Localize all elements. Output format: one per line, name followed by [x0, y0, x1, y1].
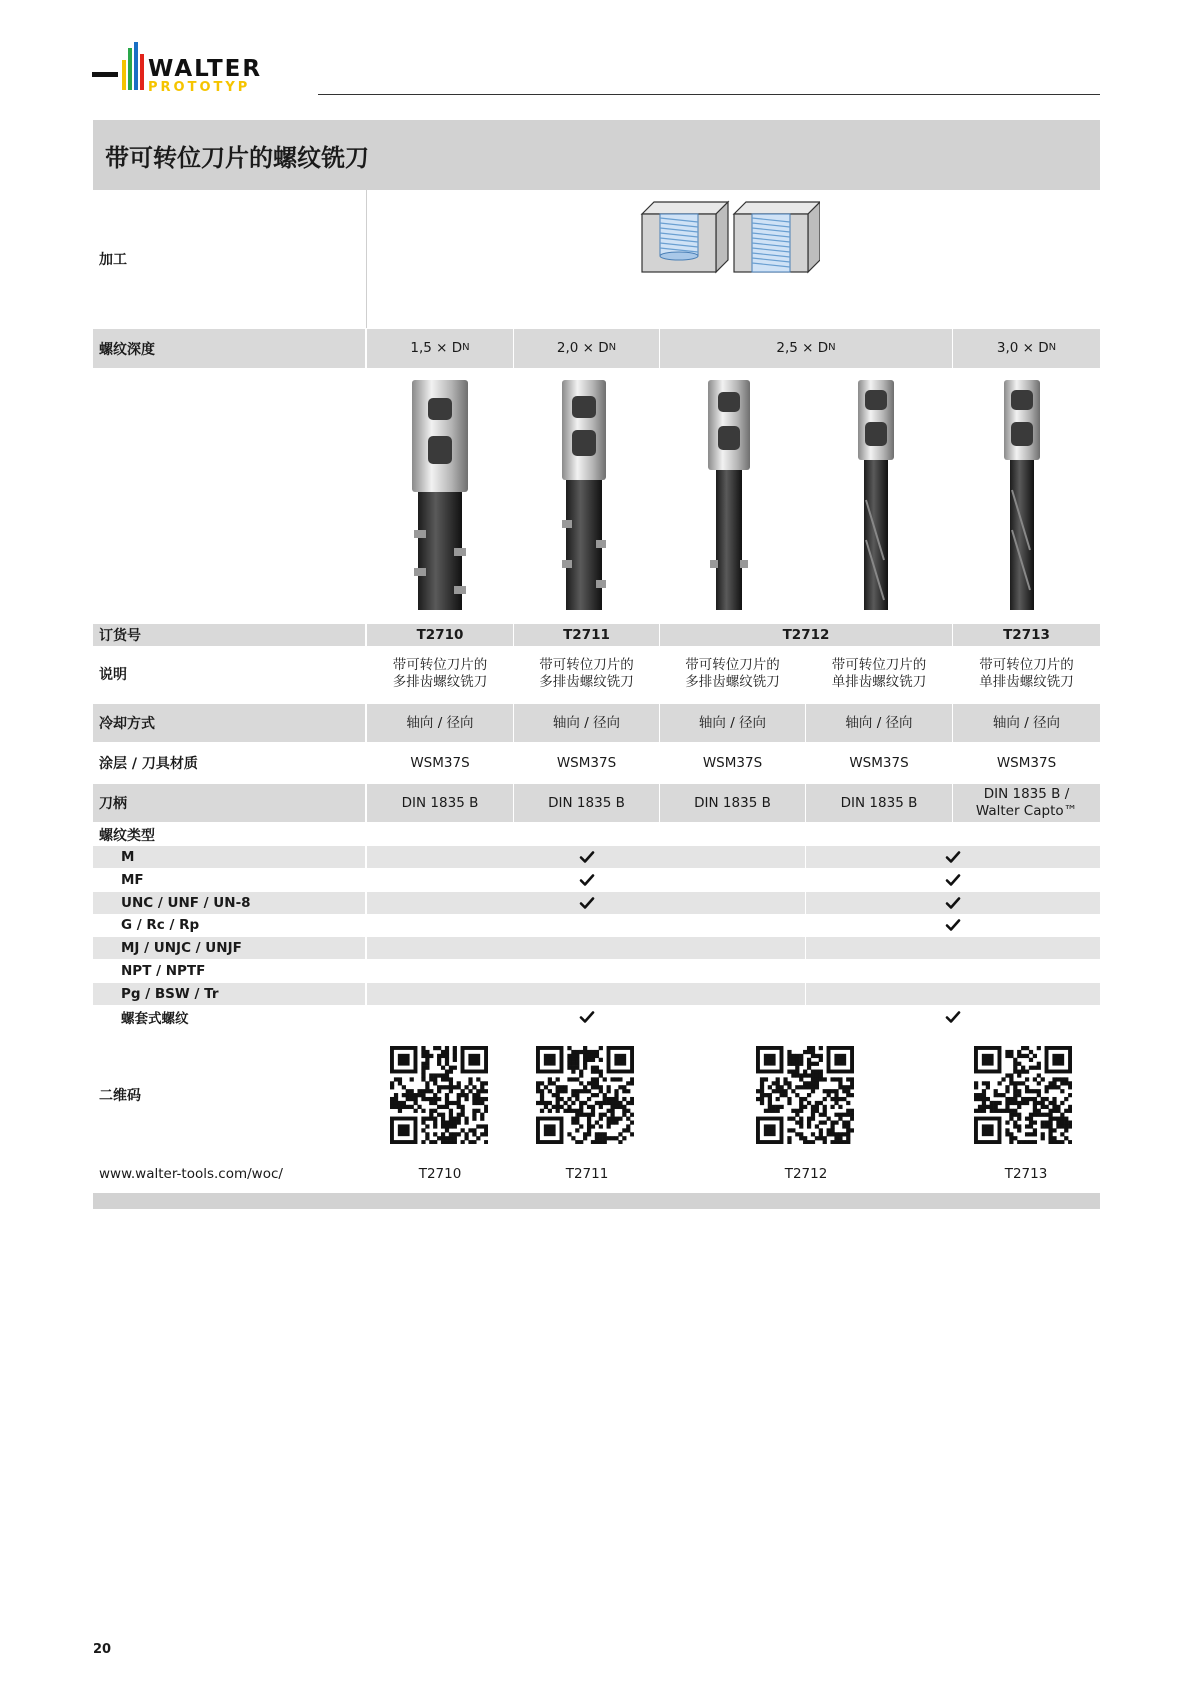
tool-image-t2712-multi — [704, 380, 754, 612]
thread-type-name: G / Rc / Rp — [121, 917, 200, 934]
description-row — [93, 648, 1100, 700]
thread-type-row — [93, 914, 1100, 936]
processing-divider — [366, 190, 367, 328]
coating-5: WSM37S — [996, 754, 1057, 771]
cooling-5: 轴向 / 径向 — [953, 704, 1100, 742]
check-icon — [577, 1007, 597, 1027]
check-icon — [943, 915, 963, 935]
thread-type-header — [93, 824, 1100, 846]
title-bar — [93, 120, 1100, 190]
shank-2: DIN 1835 B — [514, 784, 659, 822]
qr-caption-t2712: T2712 — [784, 1166, 828, 1182]
order-number-t2711: T2711 — [514, 624, 659, 646]
thread-depth-row — [93, 329, 1100, 368]
qr-caption-t2711: T2711 — [565, 1166, 609, 1182]
cooling-4: 轴向 / 径向 — [806, 704, 952, 742]
thread-type-name: MJ / UNJC / UNJF — [121, 940, 242, 957]
thread-type-row — [93, 892, 1100, 914]
woc-url[interactable]: www.walter-tools.com/woc/ — [99, 1166, 283, 1182]
thread-type-name: UNC / UNF / UN-8 — [121, 894, 251, 911]
thread-type-row — [93, 937, 1100, 959]
thread-type-label: 螺纹类型 — [99, 828, 155, 844]
tool-image-t2712-single — [854, 380, 898, 612]
header-rule — [318, 94, 1100, 95]
url-row — [93, 1166, 1100, 1188]
logo-bar — [134, 42, 138, 90]
processing-row — [93, 190, 1100, 328]
check-icon — [943, 847, 963, 867]
logo-bar — [140, 54, 144, 90]
thread-depth-4: 3,0 × D N — [953, 329, 1100, 368]
thread-depth-2: 2,0 × D N — [514, 329, 659, 368]
table-bottom-bar — [93, 1193, 1100, 1209]
qr-code-t2711 — [536, 1046, 634, 1144]
order-number-row — [93, 624, 1100, 646]
thread-type-row — [93, 869, 1100, 891]
thread-type-row — [93, 983, 1100, 1005]
coating-label: 涂层 / 刀具材质 — [99, 756, 198, 772]
qr-label: 二维码 — [99, 1088, 141, 1104]
cooling-3: 轴向 / 径向 — [660, 704, 805, 742]
check-icon — [577, 870, 597, 890]
check-icon — [943, 870, 963, 890]
description-5: 带可转位刀片的 单排齿螺纹铣刀 — [979, 657, 1074, 690]
coating-3: WSM37S — [702, 754, 763, 771]
cooling-1: 轴向 / 径向 — [367, 704, 513, 742]
shank-4: DIN 1835 B — [806, 784, 952, 822]
coating-row — [93, 744, 1100, 782]
cooling-row — [93, 704, 1100, 742]
check-icon — [943, 1007, 963, 1027]
shank-1: DIN 1835 B — [367, 784, 513, 822]
thread-type-name: 螺套式螺纹 — [121, 1010, 189, 1027]
logo-bar — [128, 48, 132, 90]
processing-label: 加工 — [99, 252, 127, 268]
thread-depth-3: 2,5 × D N — [660, 329, 952, 368]
logo-subtitle: PROTOTYP — [148, 80, 251, 95]
qr-code-t2710 — [390, 1046, 488, 1144]
tool-image-t2713 — [1000, 380, 1044, 612]
coating-1: WSM37S — [410, 754, 470, 771]
check-icon — [577, 893, 597, 913]
thread-type-name: Pg / BSW / Tr — [121, 985, 219, 1002]
logo-dash — [92, 72, 118, 77]
tool-image-t2711 — [556, 380, 612, 612]
logo-wordmark: WALTER — [148, 56, 263, 82]
cooling-2: 轴向 / 径向 — [514, 704, 659, 742]
shank-5: DIN 1835 B / Walter Capto™ — [953, 784, 1100, 822]
order-number-t2712: T2712 — [660, 624, 952, 646]
thread-type-name: NPT / NPTF — [121, 963, 206, 979]
thread-hole-illustration — [640, 200, 820, 276]
order-number-t2713: T2713 — [953, 624, 1100, 646]
thread-type-row — [93, 846, 1100, 868]
description-3: 带可转位刀片的 多排齿螺纹铣刀 — [685, 657, 780, 690]
walter-logo — [92, 44, 302, 100]
thread-type-row — [93, 1006, 1100, 1028]
description-1: 带可转位刀片的 多排齿螺纹铣刀 — [392, 657, 488, 690]
shank-row — [93, 784, 1100, 822]
thread-type-row — [93, 960, 1100, 982]
page-number: 20 — [93, 1642, 112, 1657]
qr-code-t2713 — [974, 1046, 1072, 1144]
order-number-label: 订货号 — [93, 624, 365, 646]
logo-bar — [122, 60, 126, 90]
thread-depth-1: 1,5 × D N — [367, 329, 513, 368]
check-icon — [577, 847, 597, 867]
shank-3: DIN 1835 B — [660, 784, 805, 822]
page-title: 带可转位刀片的螺纹铣刀 — [105, 144, 369, 172]
tool-image-t2710 — [410, 380, 472, 612]
through-hole-block-icon — [734, 202, 820, 272]
thread-depth-label: 螺纹深度 — [93, 329, 365, 368]
qr-caption-t2713: T2713 — [1004, 1166, 1048, 1182]
order-number-t2710: T2710 — [367, 624, 513, 646]
description-2: 带可转位刀片的 多排齿螺纹铣刀 — [539, 657, 634, 690]
qr-code-t2712 — [756, 1046, 854, 1144]
coating-4: WSM37S — [849, 754, 909, 771]
check-icon — [943, 893, 963, 913]
thread-type-name: M — [121, 849, 135, 865]
shank-label: 刀柄 — [93, 784, 365, 822]
blind-hole-block-icon — [642, 202, 728, 272]
description-label: 说明 — [99, 667, 127, 683]
coating-2: WSM37S — [556, 754, 617, 771]
thread-type-name: MF — [121, 871, 144, 888]
qr-caption-t2710: T2710 — [418, 1166, 462, 1182]
description-4: 带可转位刀片的 单排齿螺纹铣刀 — [831, 657, 927, 690]
cooling-label: 冷却方式 — [93, 704, 365, 742]
